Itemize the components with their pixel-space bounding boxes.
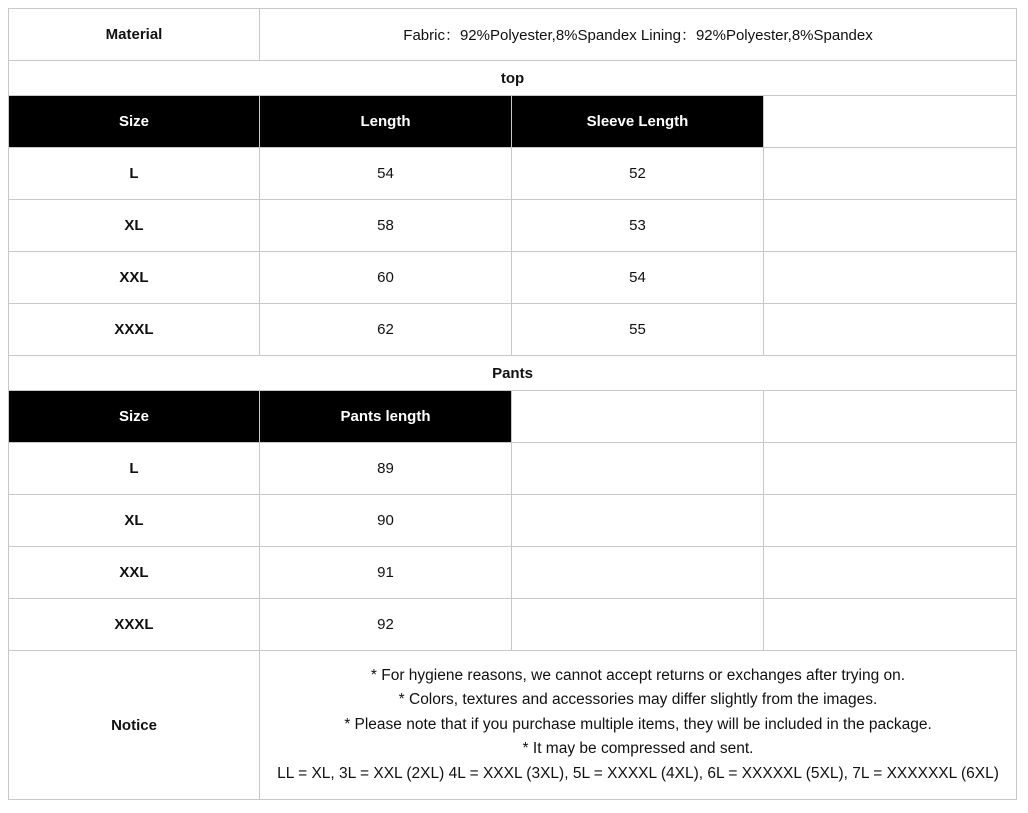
- notice-line: LL = XL, 3L = XXL (2XL) 4L = XXXL (3XL), 5L = XXXXL (4XL), 6L = XXXXXL (5XL), 7L = XXXXXXL (6XL): [277, 764, 999, 782]
- top-section-row: [9, 61, 1017, 96]
- top-size-cell: XXL: [9, 252, 260, 304]
- notice-line: * For hygiene reasons, we cannot accept returns or exchanges after trying on.: [370, 666, 906, 684]
- empty-cell: [764, 391, 1017, 443]
- notice-row: [9, 651, 1017, 800]
- pants-length-cell: 92: [260, 599, 512, 651]
- top-sleeve-cell: 55: [512, 304, 764, 356]
- table-row: [9, 443, 1017, 495]
- pants-size-cell: XXL: [9, 547, 260, 599]
- pants-header-row: [9, 391, 1017, 443]
- notice-line: * Please note that if you purchase multiple items, they will be included in the package.: [344, 715, 932, 733]
- pants-length-cell: 89: [260, 443, 512, 495]
- size-chart-table: [8, 8, 1017, 800]
- empty-cell: [512, 443, 764, 495]
- empty-cell: [512, 391, 764, 443]
- notice-line: * Colors, textures and accessories may differ slightly from the images.: [398, 691, 878, 709]
- pants-length-cell: 91: [260, 547, 512, 599]
- table-row: [9, 599, 1017, 651]
- material-label: Material: [9, 9, 260, 61]
- top-header-row: [9, 96, 1017, 148]
- top-sleeve-cell: 53: [512, 200, 764, 252]
- top-header-length: Length: [260, 96, 512, 148]
- empty-cell: [512, 547, 764, 599]
- top-header-size: Size: [9, 96, 260, 148]
- notice-line: * It may be compressed and sent.: [522, 740, 754, 758]
- pants-header-length: Pants length: [260, 391, 512, 443]
- empty-cell: [764, 495, 1017, 547]
- empty-cell: [764, 148, 1017, 200]
- empty-cell: [764, 252, 1017, 304]
- pants-section-title: Pants: [9, 356, 1017, 391]
- top-sleeve-cell: 54: [512, 252, 764, 304]
- table-row: [9, 304, 1017, 356]
- top-size-cell: XL: [9, 200, 260, 252]
- table-row: [9, 252, 1017, 304]
- top-length-cell: 58: [260, 200, 512, 252]
- top-length-cell: 62: [260, 304, 512, 356]
- top-section-title: top: [9, 61, 1017, 96]
- empty-cell: [764, 599, 1017, 651]
- empty-cell: [512, 495, 764, 547]
- top-size-cell: L: [9, 148, 260, 200]
- empty-cell: [764, 304, 1017, 356]
- pants-size-cell: XXXL: [9, 599, 260, 651]
- pants-length-cell: 90: [260, 495, 512, 547]
- empty-cell: [764, 547, 1017, 599]
- top-sleeve-cell: 52: [512, 148, 764, 200]
- pants-size-cell: L: [9, 443, 260, 495]
- top-header-sleeve-length: Sleeve Length: [512, 96, 764, 148]
- empty-cell: [764, 96, 1017, 148]
- table-row: [9, 148, 1017, 200]
- table-row: [9, 547, 1017, 599]
- pants-section-row: [9, 356, 1017, 391]
- material-row: [9, 9, 1017, 61]
- pants-header-size: Size: [9, 391, 260, 443]
- table-row: [9, 200, 1017, 252]
- top-length-cell: 60: [260, 252, 512, 304]
- top-length-cell: 54: [260, 148, 512, 200]
- empty-cell: [512, 599, 764, 651]
- notice-label: Notice: [9, 651, 260, 800]
- material-value: Fabric：92%Polyester,8%Spandex Lining：92%Polyester,8%Spandex: [260, 9, 1017, 61]
- empty-cell: [764, 443, 1017, 495]
- notice-text: [260, 651, 1017, 800]
- empty-cell: [764, 200, 1017, 252]
- table-row: [9, 495, 1017, 547]
- top-size-cell: XXXL: [9, 304, 260, 356]
- pants-size-cell: XL: [9, 495, 260, 547]
